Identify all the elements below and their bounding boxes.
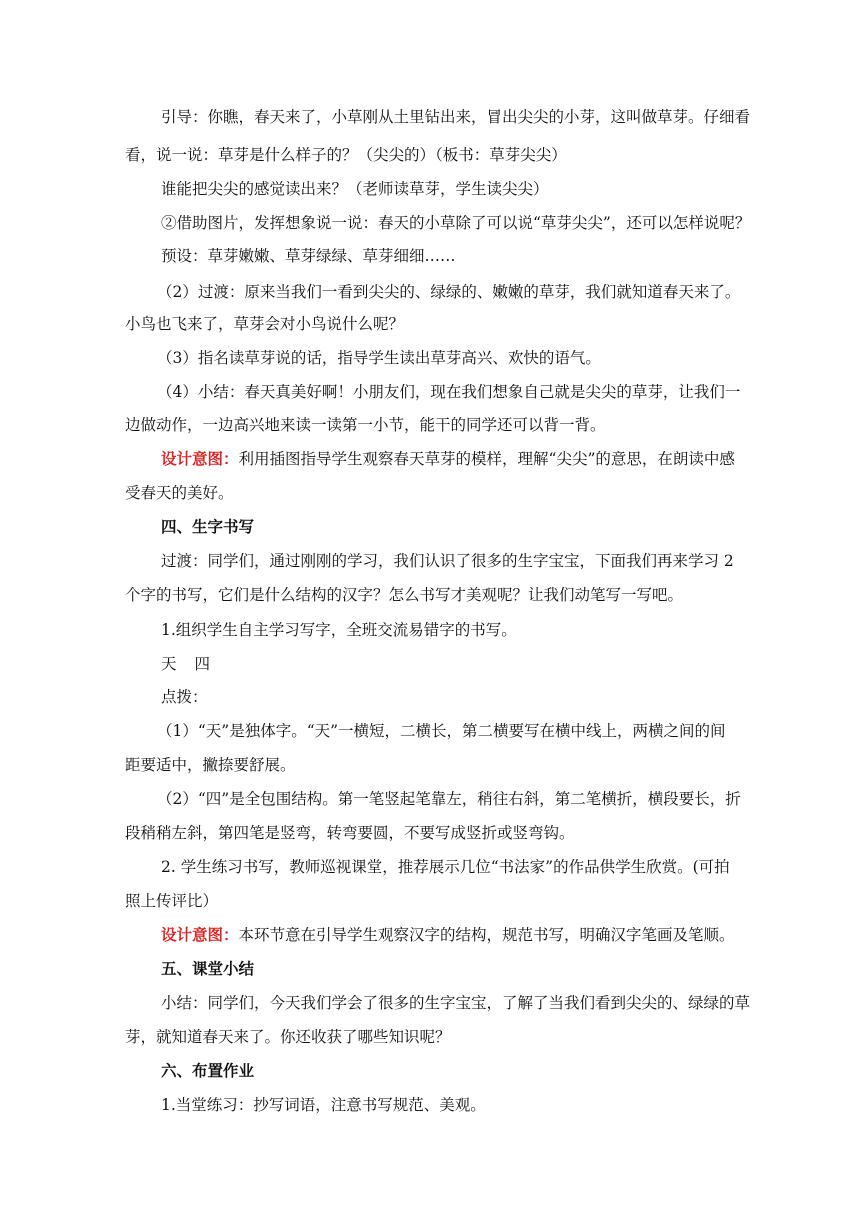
design-intent-text: 利用插图指导学生观察春天草芽的模样，理解“尖尖”的意思，在朗读中感: [238, 450, 735, 468]
paragraph-line: 受春天的美好。: [125, 484, 234, 502]
design-intent-line: [161, 449, 741, 469]
paragraph-line: 看，说一说：草芽是什么样子的？（尖尖的）（板书：草芽尖尖）: [125, 146, 567, 164]
paragraph-line: （2）“四”是全包围结构。第一笔竖起笔靠左，稍往右斜，第二笔横折，横段要长，折: [157, 790, 741, 808]
char-si: 四: [194, 655, 211, 673]
characters-line: [161, 654, 741, 674]
paragraph-line: 段稍稍左斜，第四笔是竖弯，转弯要圆，不要写成竖折或竖弯钩。: [125, 824, 575, 842]
paragraph-line: 2. 学生练习书写，教师巡视课堂，推荐展示几位“书法家”的作品供学生欣赏。(可拍: [161, 858, 730, 876]
design-intent-label: 设计意图：: [161, 450, 239, 468]
section-heading: 四、生字书写: [161, 518, 255, 536]
section-heading: 六、布置作业: [161, 1062, 255, 1080]
paragraph-line: 照上传评比）: [125, 892, 219, 910]
paragraph-line: 1.组织学生自主学习写字，全班交流易错字的书写。: [161, 621, 517, 639]
design-intent-label: 设计意图：: [161, 926, 239, 944]
paragraph-line: 小结：同学们，今天我们学会了很多的生字宝宝，了解了当我们看到尖尖的、绿绿的草: [161, 994, 751, 1012]
paragraph-line: （2）过渡：原来当我们一看到尖尖的、绿绿的、嫩嫩的草芽，我们就知道春天来了。: [157, 283, 741, 301]
char-tian: 天: [161, 655, 177, 673]
design-intent-text: 本环节意在引导学生观察汉字的结构，规范书写，明确汉字笔画及笔顺。: [238, 926, 735, 944]
paragraph-line: （3）指名读草芽说的话，指导学生读出草芽高兴、欢快的语气。: [157, 349, 601, 367]
paragraph-line: 引导：你瞧，春天来了，小草刚从土里钻出来，冒出尖尖的小芽，这叫做草芽。仔细看: [161, 108, 751, 126]
paragraph-line: 个字的书写，它们是什么结构的汉字？怎么书写才美观呢？让我们动笔写一写吧。: [125, 586, 684, 604]
paragraph-line: 预设：草芽嫩嫩、草芽绿绿、草芽细细……: [161, 247, 456, 265]
paragraph-line: 边做动作，一边高兴地来读一读第一小节，能干的同学还可以背一背。: [125, 416, 606, 434]
paragraph-line: 1.当堂练习：抄写词语，注意书写规范、美观。: [161, 1096, 486, 1114]
paragraph-line: 过渡：同学们，通过刚刚的学习，我们认识了很多的生字宝宝，下面我们再来学习 2: [161, 552, 734, 570]
paragraph-line: （1）“天”是独体字。“天”一横短，二横长，第二横要写在横中线上，两横之间的间: [157, 722, 726, 740]
paragraph-line: 芽，就知道春天来了。你还收获了哪些知识呢？: [125, 1028, 451, 1046]
paragraph-line: ②借助图片，发挥想象说一说：春天的小草除了可以说“草芽尖尖”，还可以怎样说呢？: [161, 214, 751, 232]
paragraph-line: 谁能把尖尖的感觉读出来？（老师读草芽，学生读尖尖）: [161, 180, 549, 198]
paragraph-line: 小鸟也飞来了，草芽会对小鸟说什么呢？: [125, 315, 405, 333]
paragraph-line: 距要适中，撇捺要舒展。: [125, 756, 296, 774]
section-heading: 五、课堂小结: [161, 960, 255, 978]
paragraph-line: 点拨：: [161, 688, 208, 706]
design-intent-line: [161, 925, 741, 945]
paragraph-line: （4）小结：春天真美好啊！小朋友们，现在我们想象自己就是尖尖的草芽，让我们一: [157, 383, 741, 401]
